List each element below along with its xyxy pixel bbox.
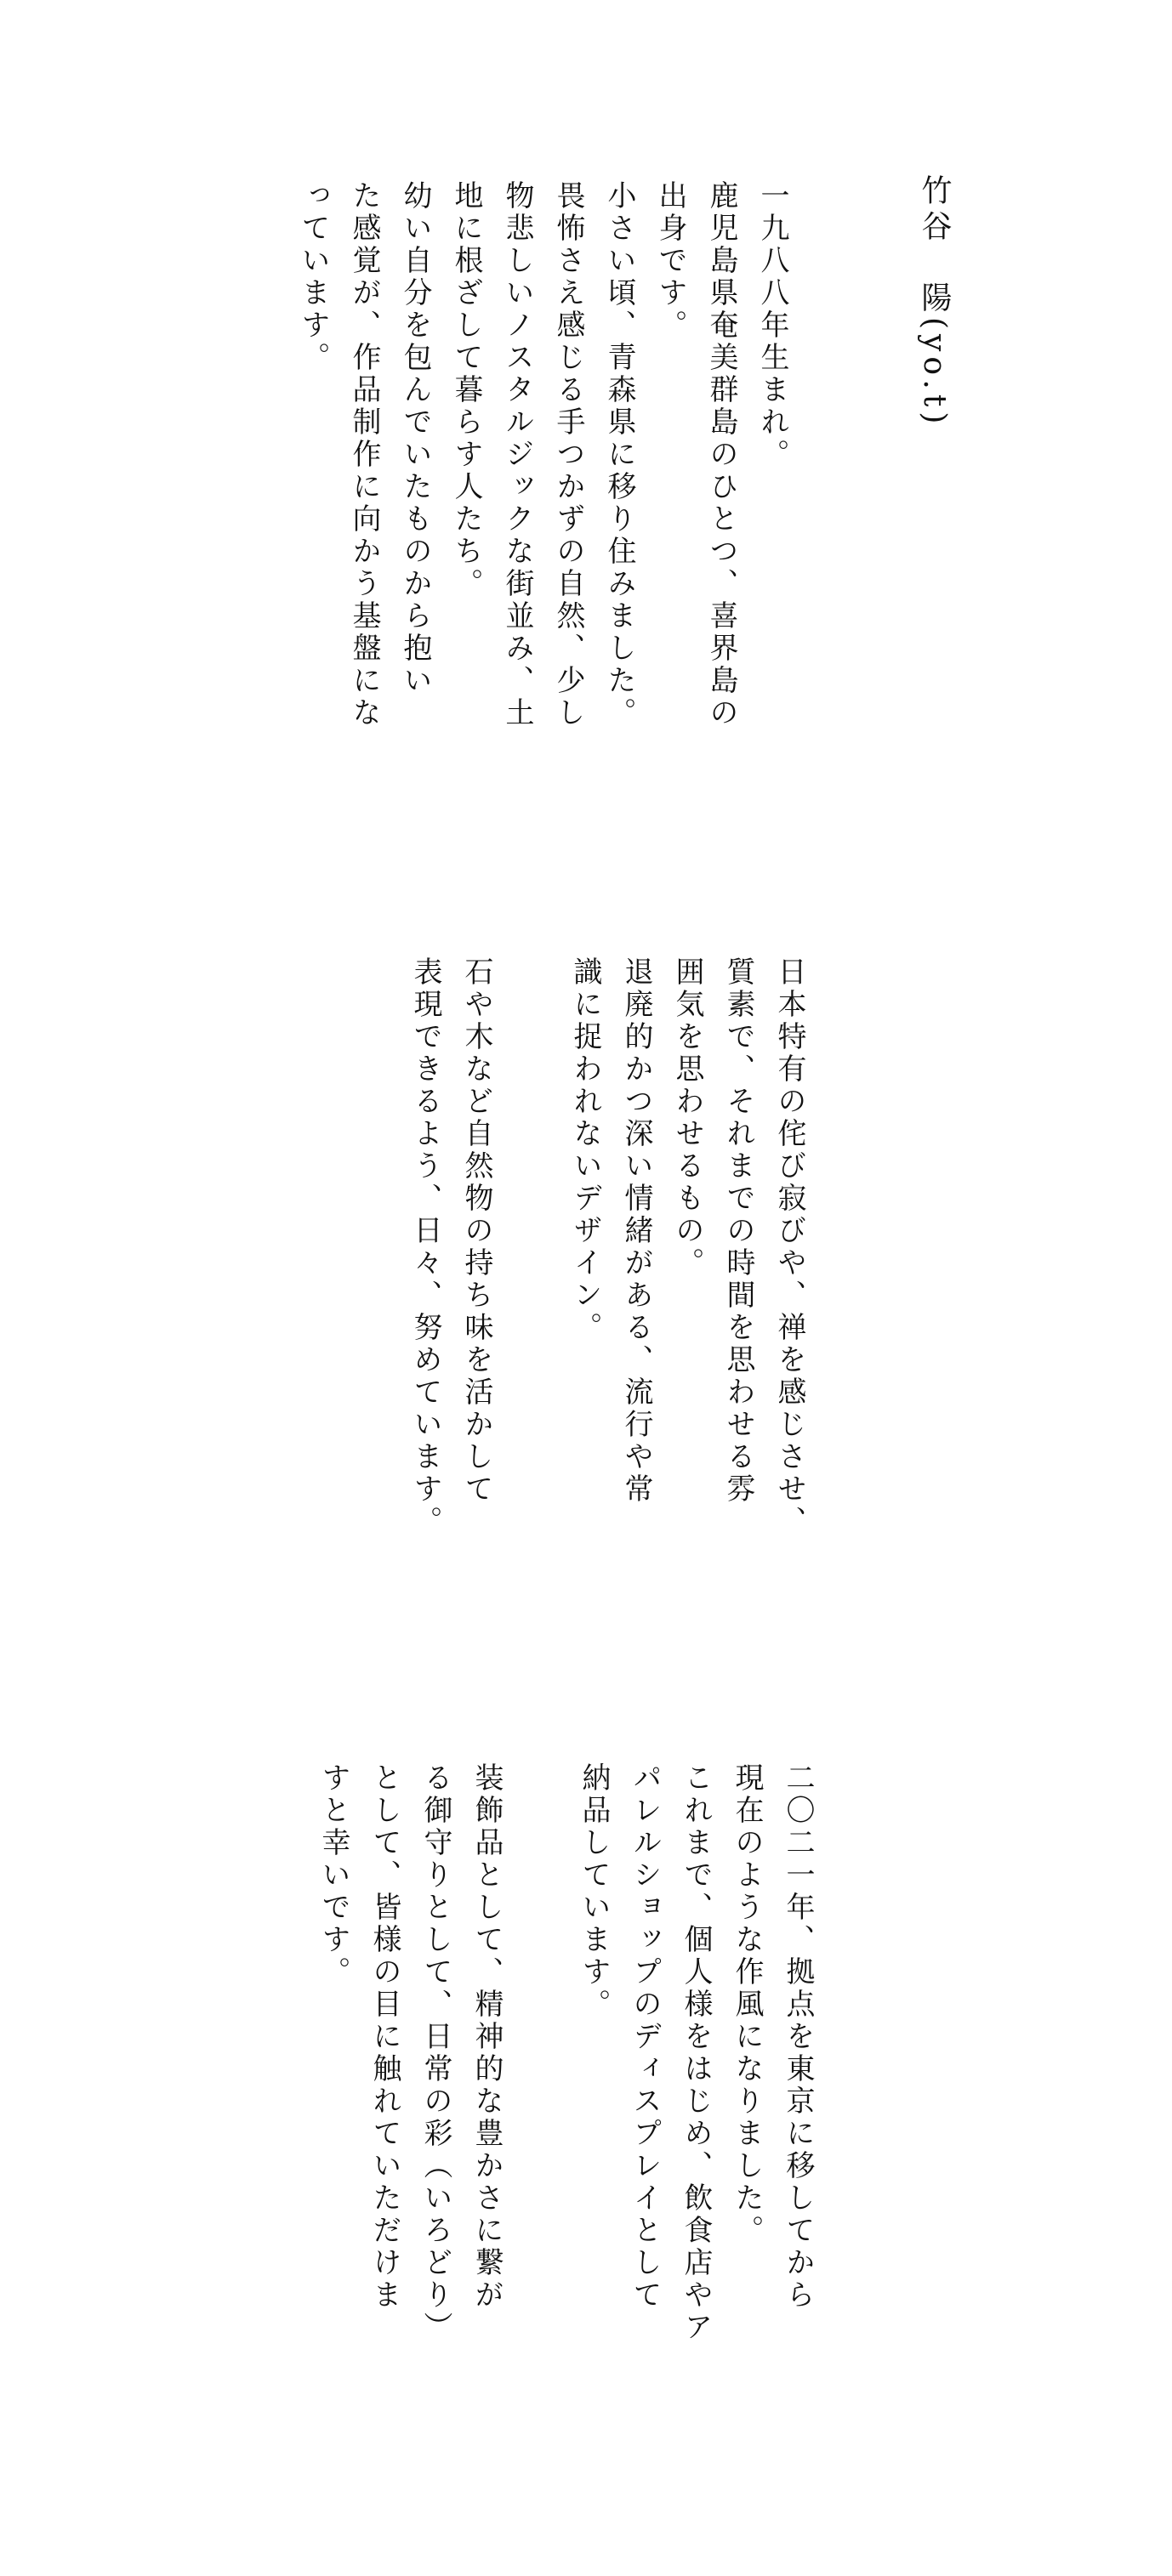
concept-line: 質素で、それまでの時間を思わせる雰 [721, 956, 755, 1506]
activity-line: として、皆様の目に触れていただけま [367, 1762, 401, 2312]
concept-line: 識に捉われないデザイン。 [568, 956, 602, 1344]
concept-line: 日本特有の侘び寂びや、禅を感じさせ、 [772, 956, 806, 1538]
concept-line: 囲気を思わせるもの。 [670, 956, 704, 1279]
profile-line: 小さい頃、青森県に移り住みました。 [602, 180, 636, 729]
concept-line: 退廃的かつ深い情緒がある、流行や常 [619, 956, 653, 1506]
author-name: 竹谷 陽(yo.t) [917, 174, 952, 429]
profile-line: 鹿児島県奄美群島のひとつ、喜界島の [704, 180, 738, 729]
activity-line: パレルショップのディスプレイとして [628, 1762, 662, 2312]
profile-line: 畏怖さえ感じる手つかずの自然、少し [551, 180, 585, 729]
profile-line: 出身です。 [653, 180, 687, 342]
profile-line: た感覚が、作品制作に向かう基盤にな [347, 180, 381, 729]
profile-line: 物悲しいノスタルジックな街並み、土 [500, 180, 534, 729]
profile-line: っています。 [296, 180, 330, 374]
profile-line: 地に根ざして暮らす人たち。 [449, 180, 483, 600]
concept-line: 石や木など自然物の持ち味を活かして [459, 956, 493, 1506]
activity-line: 二〇二一年、拠点を東京に移してから [781, 1762, 815, 2312]
profile-line: 幼い自分を包んでいたものから抱い [398, 180, 432, 697]
activity-line: 納品しています。 [577, 1762, 611, 2021]
activity-line: すと幸いです。 [316, 1762, 350, 1989]
concept-line: 表現できるよう、日々、努めています。 [408, 956, 442, 1538]
activity-line: る御守りとして、日常の彩（いろどり） [418, 1762, 452, 2344]
profile-line: 一九八八年生まれ。 [755, 180, 789, 471]
activity-line: 装飾品として、精神的な豊かさに繋が [469, 1762, 504, 2312]
activity-line: これまで、個人様をはじめ、飲食店やア [679, 1762, 713, 2344]
activity-line: 現在のような作風になりました。 [730, 1762, 764, 2247]
